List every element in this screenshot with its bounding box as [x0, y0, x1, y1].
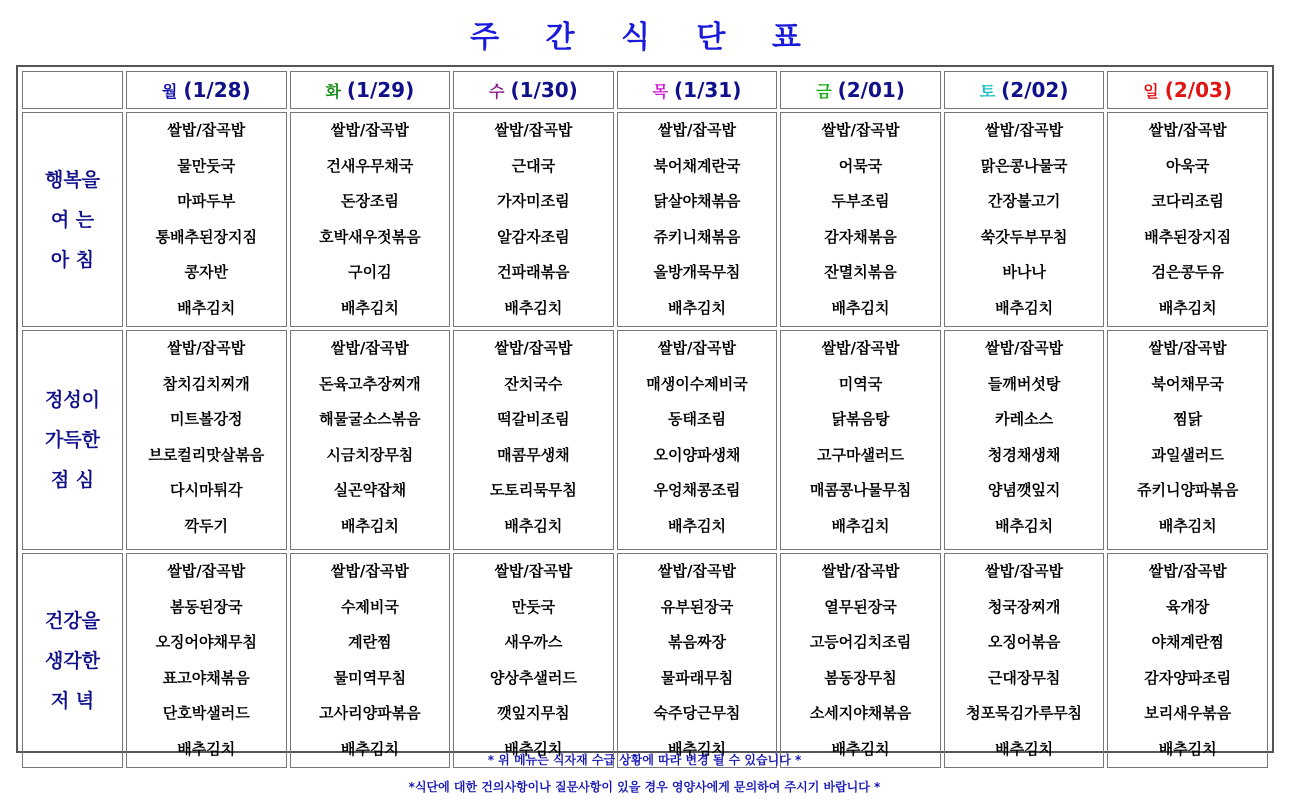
menu-item: 쌀밥/잡곡밥 [658, 121, 736, 139]
menu-item: 배추김치 [1158, 298, 1217, 317]
menu-item: 쌀밥/잡곡밥 [821, 562, 900, 580]
menu-cell [617, 112, 778, 327]
menu-item: 쌀밥/잡곡밥 [330, 121, 409, 139]
menu-item: 브로컬리맛살볶음 [148, 445, 265, 464]
menu-item: 쌀밥/잡곡밥 [167, 562, 246, 580]
day-icon-tue: 화 [325, 82, 341, 101]
menu-item: 배추김치 [340, 739, 399, 758]
menu-item: 감자양파조림 [1144, 668, 1232, 687]
menu-cell [617, 553, 778, 768]
menu-item: 맑은콩나물국 [980, 156, 1068, 175]
menu-item: 오징어볶음 [987, 633, 1061, 651]
day-date: (2/03) [1164, 78, 1233, 102]
menu-item: 돈육고추장찌개 [319, 374, 421, 393]
menu-item: 간장불고기 [987, 192, 1061, 210]
menu-item: 북어채무국 [1151, 374, 1224, 393]
menu-item: 배추김치 [831, 298, 890, 317]
menu-item: 건파래볶음 [497, 263, 570, 281]
menu-item: 쌀밥/잡곡밥 [167, 121, 246, 139]
menu-item: 새우까스 [504, 633, 563, 651]
menu-cell [1107, 553, 1268, 768]
day-header-thu [617, 71, 778, 109]
menu-item: 고등어김치조림 [809, 633, 912, 651]
menu-change-notice: * 위 메뉴는 식자재 수급 상황에 따라 변경 될 수 있습니다 * [487, 753, 802, 767]
day-date: (1/31) [674, 78, 742, 102]
day-date: (1/28) [183, 78, 251, 102]
menu-item: 올방개묵무침 [653, 263, 741, 281]
header-row [22, 71, 1268, 109]
menu-item: 참치김치찌개 [162, 374, 250, 393]
menu-item: 통배추된장지짐 [155, 227, 257, 246]
menu-item: 시금치장무침 [326, 445, 414, 464]
menu-cell [290, 112, 451, 327]
menu-item: 다시마튀각 [170, 481, 243, 499]
menu-item: 매생이수제비국 [646, 374, 748, 393]
menu-cell [453, 553, 614, 768]
menu-cell [944, 112, 1105, 327]
menu-item: 닭볶음탕 [831, 410, 890, 428]
meal-label-line: 점 심 [50, 469, 95, 491]
menu-item: 동태조림 [667, 410, 726, 428]
menu-item: 볶음짜장 [667, 633, 726, 651]
day-header-tue [290, 71, 451, 109]
menu-item: 청포묵김가루무침 [966, 704, 1083, 722]
menu-item: 열무된장국 [824, 597, 897, 616]
menu-cell [126, 553, 287, 768]
weekly-menu-table [19, 68, 1271, 771]
menu-item: 감자채볶음 [824, 227, 897, 246]
menu-item: 물파래무침 [660, 668, 734, 687]
menu-item: 바나나 [1002, 263, 1046, 281]
menu-item: 미트볼강정 [170, 410, 243, 428]
menu-item: 쌀밥/잡곡밥 [985, 339, 1064, 357]
menu-item: 북어채계란국 [653, 156, 741, 175]
meal-label-line: 가득한 [44, 429, 101, 451]
day-icon-sun: 일 [1143, 82, 1159, 101]
menu-item: 코다리조림 [1151, 192, 1224, 210]
day-icon-sat: 토 [979, 82, 996, 101]
menu-item: 양념깻잎지 [987, 481, 1061, 499]
menu-item: 배추된장지짐 [1144, 227, 1232, 246]
menu-item: 배추김치 [340, 516, 399, 535]
menu-item: 쌀밥/잡곡밥 [821, 121, 900, 139]
menu-item: 쌀밥/잡곡밥 [985, 562, 1064, 580]
day-icon-fri: 금 [816, 82, 832, 101]
menu-item: 양상추샐러드 [489, 668, 577, 687]
menu-item: 물미역무침 [333, 668, 407, 687]
menu-item: 쌀밥/잡곡밥 [167, 339, 246, 357]
menu-cell [290, 553, 451, 768]
menu-item: 배추김치 [667, 516, 726, 535]
menu-item: 해물굴소스볶음 [319, 410, 421, 428]
menu-item: 고사리양파볶음 [319, 704, 421, 722]
menu-item: 오이양파생채 [653, 445, 741, 464]
day-date: (1/30) [510, 78, 578, 102]
menu-item: 표고야채볶음 [162, 668, 250, 687]
menu-item: 쌀밥/잡곡밥 [330, 339, 409, 357]
menu-item: 실곤약잡채 [333, 481, 407, 499]
menu-item: 잔멸치볶음 [824, 263, 897, 281]
menu-item: 미역국 [838, 374, 883, 393]
meal-label-breakfast [22, 112, 123, 327]
menu-cell [290, 330, 451, 550]
menu-item: 쑥갓두부무침 [980, 227, 1068, 246]
menu-cell [1107, 330, 1268, 550]
menu-item: 육개장 [1165, 597, 1210, 616]
menu-item: 숙주당근무침 [653, 704, 741, 722]
menu-item: 단호박샐러드 [162, 704, 250, 722]
menu-item: 과일샐러드 [1151, 445, 1224, 464]
menu-item: 배추김치 [504, 298, 563, 317]
menu-cell [1107, 112, 1268, 327]
menu-item: 봄동된장국 [170, 597, 243, 616]
menu-cell [780, 553, 941, 768]
meal-label-line: 아 침 [50, 248, 95, 271]
menu-item: 물만둣국 [177, 156, 236, 175]
menu-item: 배추김치 [177, 298, 236, 317]
menu-item: 근대국 [511, 156, 556, 175]
menu-item: 청경채생채 [987, 445, 1061, 464]
menu-item: 쌀밥/잡곡밥 [330, 562, 409, 580]
menu-cell [453, 112, 614, 327]
menu-cell [780, 112, 941, 327]
day-date: (2/02) [1001, 78, 1069, 102]
menu-item: 배추김치 [504, 739, 563, 758]
menu-item: 청국장찌개 [987, 597, 1061, 616]
menu-item: 찜닭 [1173, 410, 1203, 428]
menu-item: 배추김치 [831, 516, 890, 535]
day-header-mon [126, 71, 287, 109]
menu-cell [453, 330, 614, 550]
menu-item: 배추김치 [667, 298, 726, 317]
day-header-sun [1107, 71, 1268, 109]
menu-item: 쌀밥/잡곡밥 [1148, 121, 1227, 139]
menu-item: 쌀밥/잡곡밥 [821, 339, 900, 357]
menu-item: 배추김치 [340, 298, 399, 317]
menu-item: 오징어야채무침 [155, 633, 257, 651]
menu-item: 카레소스 [995, 410, 1054, 428]
menu-item: 배추김치 [995, 516, 1054, 535]
day-header-fri [780, 71, 941, 109]
menu-cell [780, 330, 941, 550]
menu-item: 배추김치 [504, 516, 563, 535]
meal-row-lunch [22, 330, 1268, 550]
menu-item: 쌀밥/잡곡밥 [658, 562, 736, 580]
day-date: (1/29) [346, 78, 415, 102]
corner-cell [22, 71, 123, 109]
menu-item: 두부조림 [831, 192, 890, 210]
menu-item: 닭살야채볶음 [653, 192, 741, 210]
menu-item: 가자미조림 [497, 192, 570, 210]
menu-item: 쥬키니양파볶음 [1136, 481, 1239, 499]
menu-item: 쌀밥/잡곡밥 [985, 121, 1064, 139]
menu-body [22, 112, 1268, 768]
menu-item: 쌀밥/잡곡밥 [1148, 562, 1227, 580]
menu-item: 쌀밥/잡곡밥 [494, 339, 573, 357]
meal-row-dinner [22, 553, 1268, 768]
menu-item: 배추김치 [177, 739, 236, 758]
day-date: (2/01) [837, 78, 905, 102]
menu-item: 근대장무침 [987, 668, 1061, 687]
meal-label-line: 정성이 [44, 389, 101, 411]
menu-item: 쌀밥/잡곡밥 [494, 121, 573, 139]
menu-item: 마파두부 [177, 192, 236, 210]
menu-item: 떡갈비조림 [497, 410, 570, 428]
menu-item: 들깨버섯탕 [987, 374, 1061, 393]
menu-cell [944, 330, 1105, 550]
day-icon-wed: 수 [489, 82, 505, 101]
meal-label-lunch [22, 330, 123, 550]
menu-item: 배추김치 [1158, 516, 1217, 535]
meal-label-line: 건강을 [44, 609, 101, 632]
menu-item: 야채계란찜 [1151, 633, 1224, 651]
menu-cell [944, 553, 1105, 768]
menu-item: 배추김치 [995, 739, 1054, 758]
day-header-wed [453, 71, 614, 109]
menu-item: 우엉채콩조림 [653, 481, 741, 499]
menu-item: 깍두기 [184, 516, 229, 535]
menu-item: 콩자반 [184, 263, 229, 281]
meal-label-dinner [22, 553, 123, 768]
menu-item: 쌀밥/잡곡밥 [1148, 339, 1227, 357]
menu-item: 배추김치 [995, 298, 1054, 317]
menu-item: 수제비국 [340, 597, 399, 616]
menu-item: 쌀밥/잡곡밥 [494, 562, 573, 580]
menu-cell [126, 330, 287, 550]
page-title: 주 간 식 단 표 [470, 20, 819, 55]
menu-item: 검은콩두유 [1151, 263, 1224, 281]
menu-item: 잔치국수 [504, 374, 563, 393]
meal-row-breakfast [22, 112, 1268, 327]
menu-item: 유부된장국 [660, 597, 734, 616]
menu-cell [617, 330, 778, 550]
menu-item: 깻잎지무침 [497, 704, 570, 722]
menu-item: 계란찜 [348, 633, 392, 651]
menu-item: 배추김치 [1158, 739, 1217, 758]
menu-item: 쌀밥/잡곡밥 [658, 339, 736, 357]
meal-label-line: 저 녁 [50, 689, 95, 712]
menu-item: 매콤콩나물무침 [809, 481, 912, 499]
menu-item: 소세지야채볶음 [809, 704, 912, 722]
menu-cell [126, 112, 287, 327]
menu-item: 쥬키니채볶음 [653, 227, 741, 246]
menu-item: 돈장조림 [340, 192, 399, 210]
menu-item: 봄동장무침 [824, 668, 897, 687]
menu-item: 도토리묵무침 [489, 481, 577, 499]
menu-item: 구이김 [348, 263, 392, 281]
menu-item: 배추김치 [831, 739, 890, 758]
menu-item: 만둣국 [511, 597, 556, 616]
day-icon-thu: 목 [652, 82, 669, 101]
menu-item: 배추김치 [667, 739, 726, 758]
menu-item: 보리새우볶음 [1144, 704, 1232, 722]
menu-item: 어묵국 [838, 156, 883, 175]
menu-item: 고구마샐러드 [817, 445, 904, 464]
menu-item: 아욱국 [1165, 156, 1210, 175]
meal-label-line: 행복을 [44, 168, 101, 191]
day-icon-mon: 월 [161, 82, 178, 101]
menu-item: 매콤무생채 [497, 445, 570, 464]
day-header-sat [944, 71, 1105, 109]
meal-label-line: 여 는 [50, 208, 95, 231]
menu-item: 건새우무채국 [326, 156, 414, 175]
contact-notice: *식단에 대한 건의사항이나 질문사항이 있을 경우 영양사에게 문의하여 주시기 바랍니다 * [408, 780, 881, 794]
meal-label-line: 생각한 [44, 649, 101, 672]
menu-item: 알감자조림 [497, 227, 570, 246]
menu-item: 호박새우젓볶음 [319, 227, 421, 246]
